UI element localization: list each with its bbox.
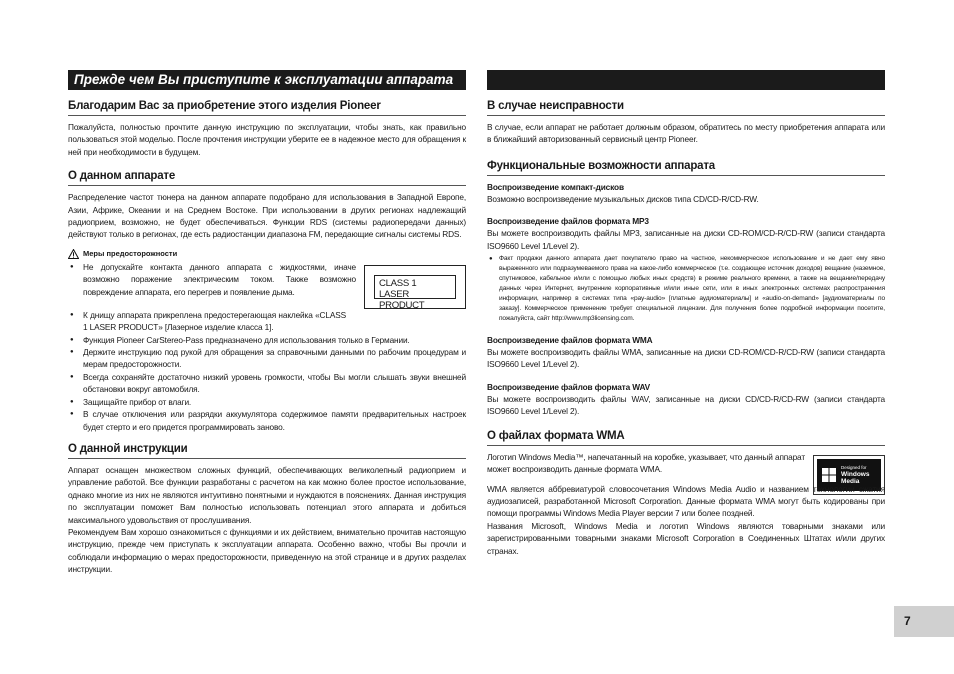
precautions-title: Меры предосторожности bbox=[83, 249, 178, 259]
laser-label-inner bbox=[374, 275, 456, 311]
wma-logo-text: Логотип Windows Media™, напечатанный на коробке, указывает, что данный аппарат может воспроизводить данные формата WMA. bbox=[487, 451, 805, 475]
list-item: ● Держите инструкцию под рукой для обращения за справочными данными по рабочим процедурам и мерам предосторожности. bbox=[68, 346, 466, 371]
cd-playback-title: Воспроизведение компакт-дисков bbox=[487, 181, 624, 192]
wav-playback-text: Вы можете воспроизводить файлы WAV, записанные на диски CD/CD-R/CD-RW (записи стандарта ISO9660 Level 1/Level 2). bbox=[487, 393, 885, 417]
laser-label bbox=[364, 265, 466, 309]
list-item: ● Защищайте прибор от влаги. bbox=[68, 396, 466, 408]
windows-flag-icon bbox=[821, 467, 837, 483]
precautions-list bbox=[68, 309, 466, 433]
list-item: ● Факт продажи данного аппарата дает покупателю право на частное, некоммерческое использование и не дает ему явно выраженного или подразумеваемого права на какое-либо коммерческое (т.е. создающее источник доходов) вещание (наземное, спутниковое, кабельное и/или с помощью любых иных средств) в режиме реального времени, а также на вещание/передачу данных через Интернет, внутренние корпоративные и/или иные сети, или в иных электронных системах распространения информации, например в системах типа «pay-audio» [платные аудиоматериалы] и «audio-on-demand» [аудиоматериалы по заказу]. Коммерческое применение требует специальной лицензии. Для получения более подробной информации посетите, пожалуйста, сайт http://www.mp3licensing.com. bbox=[487, 254, 885, 324]
logo-media: Media bbox=[841, 478, 860, 486]
wma-playback-title: Воспроизведение файлов формата WMA bbox=[487, 335, 653, 346]
thanks-text: Пожалуйста, полностью прочтите данную инструкцию по эксплуатации, чтобы знать, как правильно пользоваться этой моделью. После прочтения инструкции уберите ее в надежное место для обращения к ней при необходимости в будущем. bbox=[68, 122, 466, 157]
about-manual-p2: Рекомендуем Вам хорошо ознакомиться с функциями и их действием, внимательно прочитав настоящую инструкцию, прежде чем приступать к эксплуатации аппарата. Особенно важно, чтобы Вы прочли и соблюдали информацию о мерах предосторожности, приведенную на этой странице и в других разделах инструкции. bbox=[68, 526, 466, 575]
left-column bbox=[68, 70, 466, 576]
wav-playback-title: Воспроизведение файлов формата WAV bbox=[487, 381, 651, 392]
heading-wma-files: О файлах формата WMA bbox=[487, 430, 885, 446]
malfunction-text: В случае, если аппарат не работает должным образом, обратитесь по месту приобретения аппарата или в ближайший авторизованный сервисный центр Pioneer. bbox=[487, 122, 885, 145]
mp3-license-note bbox=[487, 254, 885, 324]
heading-about-unit: О данном аппарате bbox=[68, 170, 466, 186]
heading-malfunction: В случае неисправности bbox=[487, 100, 885, 116]
list-item: ● Не допускайте контакта данного аппарата с жидкостями, иначе возможно поражение электрическим током. Также возможно повреждение аппарата, его перегрев и появление дыма. bbox=[68, 261, 356, 298]
heading-thanks: Благодарим Вас за приобретение этого изделия Pioneer bbox=[68, 100, 466, 116]
section-banner-left: Прежде чем Вы приступите к эксплуатации аппарата bbox=[68, 70, 466, 90]
right-column bbox=[487, 70, 885, 557]
page-number: 7 bbox=[894, 606, 954, 637]
laser-class: CLASS 1 bbox=[379, 277, 417, 289]
heading-features: Функциональные возможности аппарата bbox=[487, 160, 885, 176]
about-manual-p1: Аппарат оснащен множеством сложных функций, обеспечивающих великолепный радиоприем и управление работой. Все функции разработаны с расчетом на как можно более простое использование, однако многие из них не являются интуитивно понятными и нуждаются в пояснениях. Данная инструкция по эксплуатации поможет Вам полностью использовать потенциал этого аппарата и добиться максимального удовольствия от прослушивания. bbox=[68, 464, 466, 525]
laser-product: LASER PRODUCT bbox=[379, 288, 425, 311]
wma-trademarks: Названия Microsoft, Windows Media и логотип Windows являются товарными знаками или зарегистрированными товарными знаками Microsoft Corporation в Соединенных Штатах и/или других странах. bbox=[487, 520, 885, 556]
precautions-list-top bbox=[68, 261, 356, 309]
mp3-playback-text: Вы можете воспроизводить файлы MP3, записанные на диски CD-ROM/CD-R/CD-RW (записи стандарта ISO9660 Level 1/Level 2). bbox=[487, 228, 885, 251]
list-item: ● Функция Pioneer CarStereo-Pass предназначено для использования только в Германии. bbox=[68, 334, 466, 346]
list-item: ● К днищу аппарата прикреплена предостерегающая наклейка «CLASS 1 LASER PRODUCT» [Лазерное изделие класса 1]. bbox=[68, 309, 466, 334]
wma-description: WMA является аббревиатурой словосочетания Windows Media Audio и названием технологии сжатия аудиозаписей, разработанной Microsoft Corporation. Данные формата WMA могут быть кодированы при помощи программы Windows Media Player версии 7 или более поздней. bbox=[487, 483, 885, 519]
warning-icon bbox=[68, 249, 79, 259]
list-item: ● В случае отключения или разрядки аккумулятора содержимое памяти предварительных настроек будет стерто и его придется программировать заново. bbox=[68, 408, 466, 433]
mp3-playback-title: Воспроизведение файлов формата MP3 bbox=[487, 216, 649, 227]
logo-designed-for: Designed for bbox=[841, 465, 867, 471]
precautions-heading bbox=[68, 249, 466, 259]
logo-windows: Windows bbox=[841, 471, 870, 479]
warning-row bbox=[68, 259, 466, 309]
heading-about-manual: О данной инструкции bbox=[68, 443, 466, 459]
about-unit-text: Распределение частот тюнера на данном аппарате подобрано для использования в Западной Европе, Азии, Африке, Океании и на Среднем Востоке. При использовании в других регионах надлежащий радиоприем, возможно, не будет обеспечиваться. Функции RDS (системы радиопередачи данных) действуют только в регионах, где есть радиостанции диапазона FM, передающие сигналы системы RDS. bbox=[68, 192, 466, 240]
cd-playback-text: Возможно воспроизведение музыкальных дисков типа CD/CD-R/CD-RW. bbox=[487, 193, 759, 204]
wma-playback-text: Вы можете воспроизводить файлы WMA, записанные на диски CD-ROM/CD-R/CD-RW (записи стандарта ISO9660 Level 1/Level 2). bbox=[487, 347, 885, 370]
section-banner-right bbox=[487, 70, 885, 90]
list-item: ● Всегда сохраняйте достаточно низкий уровень громкости, чтобы Вы могли слышать звуки внешней обстановки вокруг автомобиля. bbox=[68, 371, 466, 396]
